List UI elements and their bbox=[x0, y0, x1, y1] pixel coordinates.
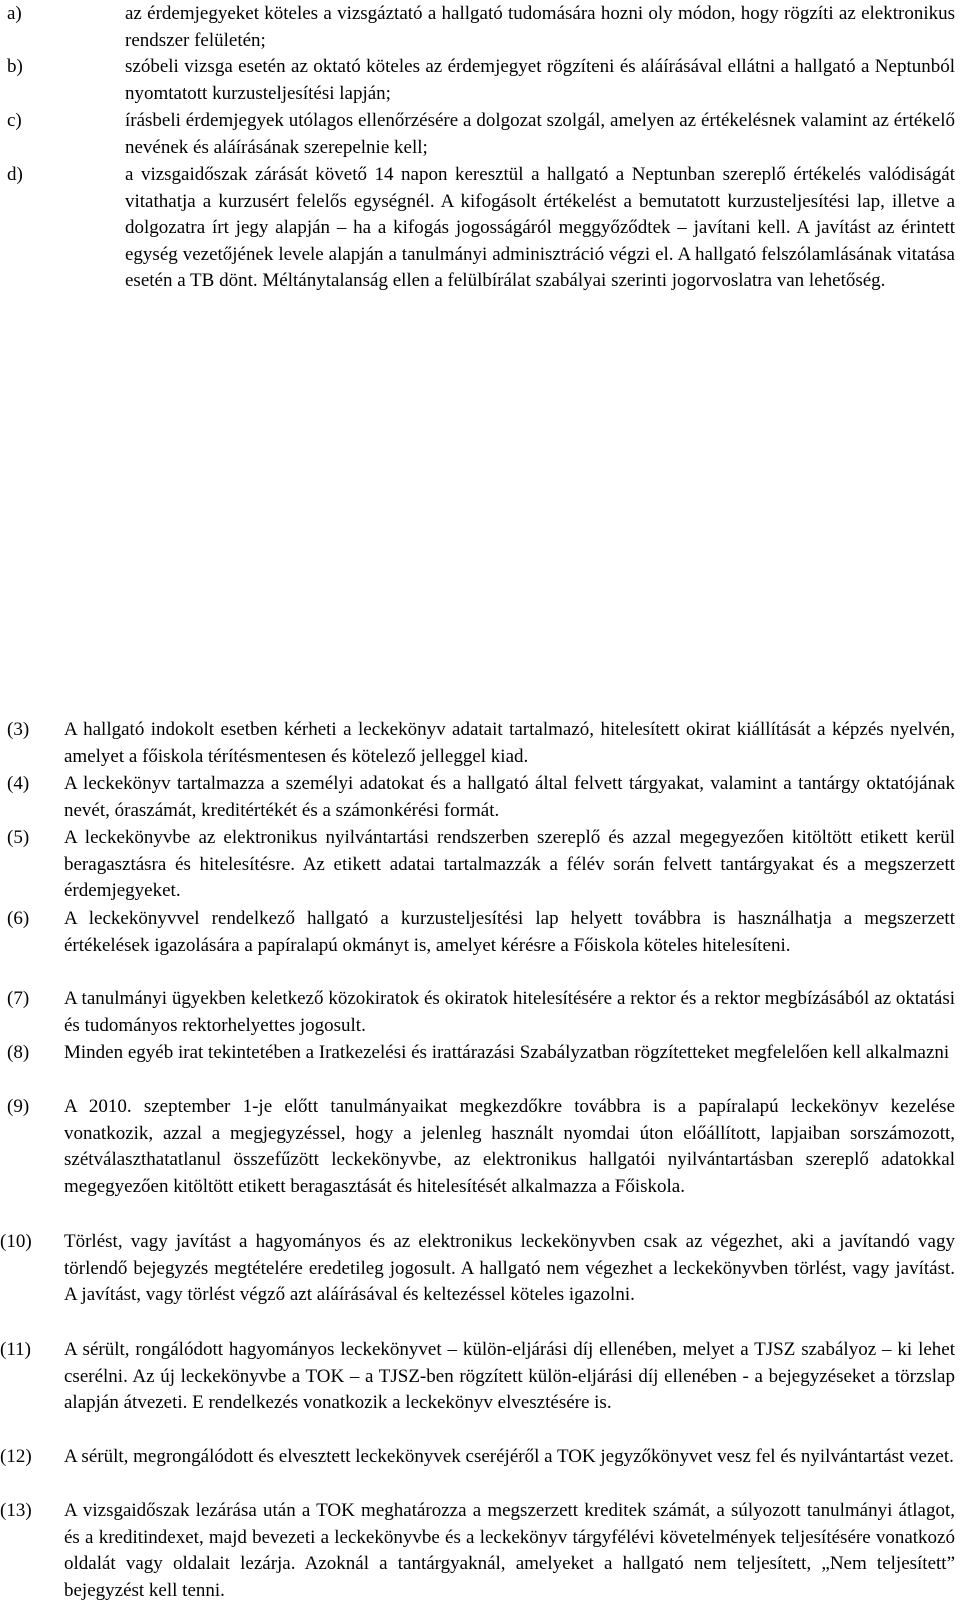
item-label: (7) bbox=[7, 988, 30, 1009]
item-label: b) bbox=[7, 56, 23, 77]
item-label: a) bbox=[7, 3, 22, 24]
item-text: a vizsgaidőszak zárását követő 14 napon keresztül a hallgató a Neptunban szereplő értékelés valódiságát vitathatja a kurzusért felelős egységnél. A kifogásolt értékelést a bemutatott kurzusteljesítési lap, illetve a dolgozatra írt jegy alapján – ha a kifogás jogosságáról meggyőződtek – javítani kell. A javítást az érintett egység vezetőjének levele alapján a tanulmányi adminisztráció végzi el. A hallgató felszólamlásának vitatása esetén a TB dönt. Méltánytalanság ellen a felülbírálat szabályai szerinti jogorvoslatra van lehetőség. bbox=[125, 164, 955, 291]
item-text: A leckekönyvvel rendelkező hallgató a kurzusteljesítési lap helyett továbbra is használhatja a megszerzett értékelések igazolására a papíralapú okmányt is, amelyet kérésre a Főiskola köteles hitelesíteni. bbox=[64, 908, 955, 956]
item-text: A sérült, megrongálódott és elvesztett leckekönyvek cseréjéről a TOK jegyzőkönyvet vesz fel és nyilvántartást vezet. bbox=[64, 1446, 954, 1467]
item-text: Minden egyéb irat tekintetében a Iratkezelési és irattárazási Szabályzatban rögzítetteket megfelelően kell alkalmazni bbox=[64, 1042, 950, 1063]
item-text: az érdemjegyeket köteles a vizsgáztató a hallgató tudomására hozni oly módon, hogy rögzíti az elektronikus rendszer felületén; bbox=[125, 3, 955, 51]
item-text: A sérült, rongálódott hagyományos leckekönyvet – külön-eljárási díj ellenében, melyet a TJSZ szabályoz – ki lehet cserélni. Az új leckekönyvbe a TOK – a TJSZ-ben rögzített külön-eljárási díj ellenében - a bejegyzéseket a törzslap alapján átvezeti. E rendelkezés vonatkozik a leckekönyv elvesztésére is. bbox=[64, 1339, 955, 1413]
item-text: A 2010. szeptember 1-je előtt tanulmányaikat megkezdőkre továbbra is a papíralapú leckekönyv kezelése vonatkozik, azzal a megjegyzéssel, hogy a jelenleg használt nyomdai úton előállított, lapjaiban sorszámozott, szétválaszthatatlanul összefűzött leckekönyvbe, az elektronikus hallgatói nyilvántartásban szereplő adatokkal megegyezően kitöltött etikett beragasztását és hitelesítését alkalmazza a Főiskola. bbox=[64, 1096, 955, 1197]
item-text: A leckekönyvbe az elektronikus nyilvántartási rendszerben szereplő és azzal megegyezően kitöltött etikett kerül beragasztásra és hitelesítésre. Az etikett adatai tartalmazzák a félév során felvett tantárgyakat és a megszerzett érdemjegyeket. bbox=[64, 827, 955, 901]
item-label: (5) bbox=[7, 827, 30, 848]
item-label: (9) bbox=[7, 1096, 30, 1117]
item-label: (13) bbox=[0, 1500, 32, 1521]
item-label: d) bbox=[7, 164, 23, 185]
item-label: (10) bbox=[0, 1231, 32, 1252]
item-label: (4) bbox=[7, 773, 30, 794]
item-label: (11) bbox=[0, 1339, 31, 1360]
item-text: A hallgató indokolt esetben kérheti a leckekönyv adatait tartalmazó, hitelesített okirat kiállítását a képzés nyelvén, amelyet a főiskola térítésmentesen és kötelező jelleggel kiad. bbox=[64, 719, 955, 767]
item-label: (3) bbox=[7, 719, 30, 740]
item-label: c) bbox=[7, 110, 22, 131]
item-text: szóbeli vizsga esetén az oktató köteles az érdemjegyet rögzíteni és aláírásával ellátni a hallgató a Neptunból nyomtatott kurzusteljesítési lapján; bbox=[125, 56, 955, 104]
item-label: (12) bbox=[0, 1446, 32, 1467]
item-text: A tanulmányi ügyekben keletkező közokiratok és okiratok hitelesítésére a rektor és a rektor megbízásából az oktatási és tudományos rektorhelyettes jogosult. bbox=[64, 988, 955, 1036]
item-label: (8) bbox=[7, 1042, 30, 1063]
item-text: írásbeli érdemjegyek utólagos ellenőrzésére a dolgozat szolgál, amelyen az értékelésnek valamint az értékelő nevének és aláírásának szerepelnie kell; bbox=[125, 110, 955, 158]
item-text: A vizsgaidőszak lezárása után a TOK meghatározza a megszerzett kreditek számát, a súlyozott tanulmányi átlagot, és a kreditindexet, majd bevezeti a leckekönyvbe és a leckekönyv tárgyfélévi követelmények teljesítésére vonatkozó oldalát vagy oldalait lezárja. Azoknál a tantárgyaknál, amelyeket a hallgató nem teljesített, „Nem teljesített” bejegyzést kell tenni. bbox=[64, 1500, 955, 1601]
item-text: Törlést, vagy javítást a hagyományos és az elektronikus leckekönyvben csak az végezhet, aki a javítandó vagy törlendő bejegyzés megtételére eredetileg jogosult. A hallgató nem végezhet a leckekönyvben törlést, vagy javítást. A javítást, vagy törlést végző azt aláírásával és keltezéssel köteles igazolni. bbox=[64, 1231, 955, 1305]
item-label: (6) bbox=[7, 908, 30, 929]
item-text: A leckekönyv tartalmazza a személyi adatokat és a hallgató által felvett tárgyakat, valamint a tantárgy oktatójának nevét, óraszámát, kreditértékét és a számonkérési formát. bbox=[64, 773, 955, 821]
